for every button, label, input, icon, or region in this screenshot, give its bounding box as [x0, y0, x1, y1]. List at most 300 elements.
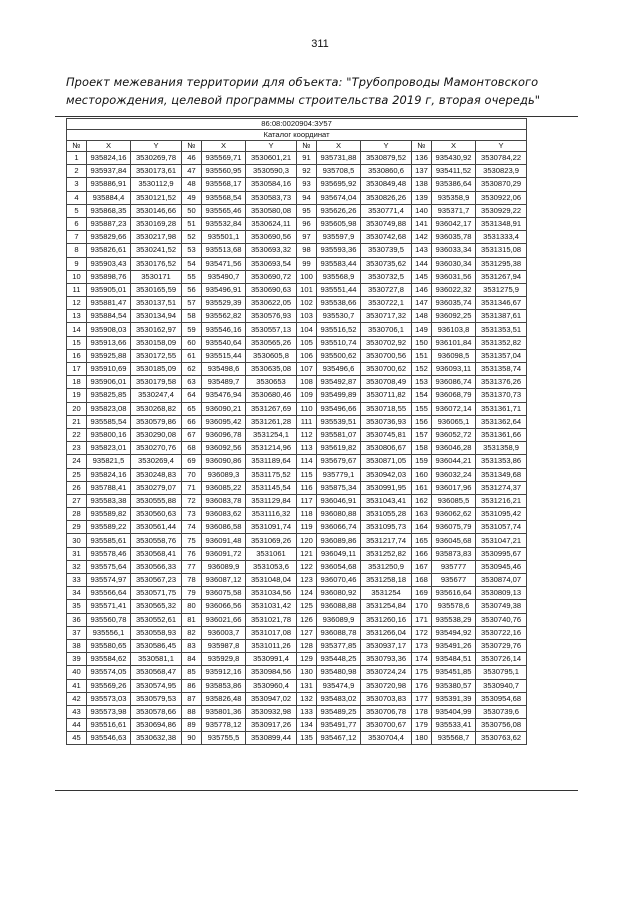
- x-coordinate-cell: 935565,46: [202, 204, 246, 217]
- point-number-cell: 62: [182, 363, 202, 376]
- table-row: [67, 152, 527, 165]
- point-number-cell: 104: [297, 323, 317, 336]
- x-coordinate-cell: 935823,01: [87, 442, 131, 455]
- y-coordinate-cell: 3530793,36: [361, 653, 412, 666]
- y-coordinate-cell: 3530241,52: [131, 244, 182, 257]
- x-coordinate-cell: 935471,56: [202, 257, 246, 270]
- point-number-cell: 84: [182, 653, 202, 666]
- x-coordinate-cell: 935516,61: [87, 719, 131, 732]
- x-coordinate-cell: 935898,76: [87, 270, 131, 283]
- x-coordinate-cell: 935498,6: [202, 363, 246, 376]
- y-coordinate-cell: 3530586,45: [131, 639, 182, 652]
- point-number-cell: 150: [412, 336, 432, 349]
- point-number-cell: 136: [412, 152, 432, 165]
- point-number-cell: 159: [412, 455, 432, 468]
- x-coordinate-cell: 935589,22: [87, 521, 131, 534]
- bottom-rule: [55, 790, 578, 791]
- point-number-cell: 98: [297, 244, 317, 257]
- y-coordinate-cell: 3530706,1: [361, 323, 412, 336]
- table-row: [67, 428, 527, 441]
- point-number-cell: 94: [297, 191, 317, 204]
- y-coordinate-cell: 3531095,73: [361, 521, 412, 534]
- x-coordinate-cell: 936083,78: [202, 494, 246, 507]
- point-number-cell: 81: [182, 613, 202, 626]
- y-coordinate-cell: 3530584,16: [246, 178, 297, 191]
- x-coordinate-cell: 936021,66: [202, 613, 246, 626]
- point-number-cell: 53: [182, 244, 202, 257]
- x-coordinate-cell: 935483,02: [317, 692, 361, 705]
- y-coordinate-cell: 3531315,08: [476, 244, 527, 257]
- table-row: [67, 547, 527, 560]
- x-coordinate-cell: 935585,54: [87, 415, 131, 428]
- point-number-cell: 38: [67, 639, 87, 652]
- table-row: [67, 626, 527, 639]
- x-coordinate-cell: 935533,41: [432, 719, 476, 732]
- point-number-cell: 113: [297, 442, 317, 455]
- y-coordinate-cell: 3530700,62: [361, 363, 412, 376]
- y-coordinate-cell: 3530809,13: [476, 587, 527, 600]
- point-number-cell: 161: [412, 481, 432, 494]
- x-coordinate-cell: 935873,83: [432, 547, 476, 560]
- table-row: [67, 560, 527, 573]
- y-coordinate-cell: 3531346,67: [476, 297, 527, 310]
- y-coordinate-cell: 3530269,4: [131, 455, 182, 468]
- point-number-cell: 61: [182, 349, 202, 362]
- point-number-cell: 101: [297, 283, 317, 296]
- x-coordinate-cell: 936088,88: [317, 600, 361, 613]
- y-coordinate-cell: 3530984,56: [246, 666, 297, 679]
- point-number-cell: 134: [297, 719, 317, 732]
- x-coordinate-cell: 935575,64: [87, 560, 131, 573]
- y-coordinate-cell: 3530736,93: [361, 415, 412, 428]
- x-coordinate-cell: 936070,46: [317, 574, 361, 587]
- point-number-cell: 20: [67, 402, 87, 415]
- y-coordinate-cell: 3531353,51: [476, 323, 527, 336]
- point-number-cell: 31: [67, 547, 87, 560]
- point-number-cell: 69: [182, 455, 202, 468]
- y-coordinate-cell: 3530690,56: [246, 231, 297, 244]
- y-coordinate-cell: 3530121,52: [131, 191, 182, 204]
- point-number-cell: 120: [297, 534, 317, 547]
- point-number-cell: 164: [412, 521, 432, 534]
- x-coordinate-cell: 935496,6: [317, 363, 361, 376]
- x-coordinate-cell: 935910,69: [87, 363, 131, 376]
- x-coordinate-cell: 935800,16: [87, 428, 131, 441]
- table-row: [67, 705, 527, 718]
- y-coordinate-cell: 3531017,08: [246, 626, 297, 639]
- point-number-cell: 112: [297, 428, 317, 441]
- table-row: [67, 349, 527, 362]
- y-coordinate-cell: 3530694,86: [131, 719, 182, 732]
- y-coordinate-cell: 3530268,82: [131, 402, 182, 415]
- x-coordinate-cell: 935679,67: [317, 455, 361, 468]
- y-coordinate-cell: 3530727,8: [361, 283, 412, 296]
- x-coordinate-cell: 935779,1: [317, 468, 361, 481]
- y-coordinate-cell: 3530960,4: [246, 679, 297, 692]
- x-coordinate-cell: 936072,14: [432, 402, 476, 415]
- y-coordinate-cell: 3530173,61: [131, 165, 182, 178]
- point-number-cell: 67: [182, 428, 202, 441]
- table-row: [67, 666, 527, 679]
- x-coordinate-cell: 935573,03: [87, 692, 131, 705]
- point-number-cell: 9: [67, 257, 87, 270]
- x-coordinate-cell: 935584,62: [87, 653, 131, 666]
- x-coordinate-cell: 935569,71: [202, 152, 246, 165]
- y-coordinate-cell: 3530740,76: [476, 613, 527, 626]
- point-number-cell: 166: [412, 547, 432, 560]
- y-coordinate-cell: 3530823,9: [476, 165, 527, 178]
- y-coordinate-cell: 3531145,54: [246, 481, 297, 494]
- table-row: [67, 494, 527, 507]
- y-coordinate-cell: 3530947,02: [246, 692, 297, 705]
- y-coordinate-cell: 3531031,42: [246, 600, 297, 613]
- y-coordinate-cell: 3530552,61: [131, 613, 182, 626]
- point-number-cell: 105: [297, 336, 317, 349]
- point-number-cell: 6: [67, 217, 87, 230]
- point-number-cell: 144: [412, 257, 432, 270]
- point-number-cell: 77: [182, 560, 202, 573]
- column-header: X: [202, 141, 246, 152]
- y-coordinate-cell: 3531387,61: [476, 310, 527, 323]
- y-coordinate-cell: 3530932,98: [246, 705, 297, 718]
- x-coordinate-cell: 936030,34: [432, 257, 476, 270]
- y-coordinate-cell: 3531021,78: [246, 613, 297, 626]
- y-coordinate-cell: 3531175,52: [246, 468, 297, 481]
- y-coordinate-cell: 3531091,74: [246, 521, 297, 534]
- x-coordinate-cell: 936046,91: [317, 494, 361, 507]
- x-coordinate-cell: 935886,91: [87, 178, 131, 191]
- y-coordinate-cell: 3531095,42: [476, 508, 527, 521]
- point-number-cell: 42: [67, 692, 87, 705]
- y-coordinate-cell: 3531376,26: [476, 376, 527, 389]
- table-row: [67, 323, 527, 336]
- x-coordinate-cell: 935788,41: [87, 481, 131, 494]
- x-coordinate-cell: 935731,88: [317, 152, 361, 165]
- table-row: [67, 639, 527, 652]
- point-number-cell: 3: [67, 178, 87, 191]
- table-row: [67, 231, 527, 244]
- table-row: [67, 204, 527, 217]
- y-coordinate-cell: 3531267,69: [246, 402, 297, 415]
- y-coordinate-cell: 3530590,3: [246, 165, 297, 178]
- point-number-cell: 176: [412, 679, 432, 692]
- y-coordinate-cell: 3531034,56: [246, 587, 297, 600]
- table-row: [67, 732, 527, 745]
- point-number-cell: 48: [182, 178, 202, 191]
- point-number-cell: 96: [297, 217, 317, 230]
- point-number-cell: 74: [182, 521, 202, 534]
- x-coordinate-cell: 935908,03: [87, 323, 131, 336]
- y-coordinate-cell: 3530565,26: [246, 336, 297, 349]
- x-coordinate-cell: 935484,51: [432, 653, 476, 666]
- table-row: [67, 270, 527, 283]
- x-coordinate-cell: 935560,78: [87, 613, 131, 626]
- point-number-cell: 149: [412, 323, 432, 336]
- point-number-cell: 15: [67, 336, 87, 349]
- x-coordinate-cell: 935540,64: [202, 336, 246, 349]
- y-coordinate-cell: 3530706,78: [361, 705, 412, 718]
- point-number-cell: 178: [412, 705, 432, 718]
- point-number-cell: 165: [412, 534, 432, 547]
- point-number-cell: 44: [67, 719, 87, 732]
- point-number-cell: 125: [297, 600, 317, 613]
- x-coordinate-cell: 935556,1: [87, 626, 131, 639]
- point-number-cell: 25: [67, 468, 87, 481]
- point-number-cell: 1: [67, 152, 87, 165]
- point-number-cell: 172: [412, 626, 432, 639]
- x-coordinate-cell: 935529,39: [202, 297, 246, 310]
- x-coordinate-cell: 935358,9: [432, 191, 476, 204]
- y-coordinate-cell: 3530711,82: [361, 389, 412, 402]
- column-header: №: [297, 141, 317, 152]
- table-row: [67, 376, 527, 389]
- x-coordinate-cell: 935605,98: [317, 217, 361, 230]
- y-coordinate-cell: 3530567,23: [131, 574, 182, 587]
- point-number-cell: 132: [297, 692, 317, 705]
- x-coordinate-cell: 935513,68: [202, 244, 246, 257]
- point-number-cell: 35: [67, 600, 87, 613]
- point-number-cell: 59: [182, 323, 202, 336]
- x-coordinate-cell: 935589,82: [87, 508, 131, 521]
- y-coordinate-cell: 3530580,08: [246, 204, 297, 217]
- y-coordinate-cell: 3531214,96: [246, 442, 297, 455]
- point-number-cell: 114: [297, 455, 317, 468]
- y-coordinate-cell: 3531358,74: [476, 363, 527, 376]
- y-coordinate-cell: 3530172,55: [131, 349, 182, 362]
- table-row: [67, 613, 527, 626]
- x-coordinate-cell: 935474,9: [317, 679, 361, 692]
- y-coordinate-cell: 3530708,49: [361, 376, 412, 389]
- y-coordinate-cell: 3530578,66: [131, 705, 182, 718]
- y-coordinate-cell: 3530756,08: [476, 719, 527, 732]
- y-coordinate-cell: 3531349,68: [476, 468, 527, 481]
- x-coordinate-cell: 935585,61: [87, 534, 131, 547]
- x-coordinate-cell: 935467,12: [317, 732, 361, 745]
- page-number: 311: [311, 38, 329, 50]
- table-row: [67, 363, 527, 376]
- y-coordinate-cell: 3530771,4: [361, 204, 412, 217]
- point-number-cell: 47: [182, 165, 202, 178]
- x-coordinate-cell: 936098,5: [432, 349, 476, 362]
- x-coordinate-cell: 935377,85: [317, 639, 361, 652]
- y-coordinate-cell: 3531055,28: [361, 508, 412, 521]
- point-number-cell: 135: [297, 732, 317, 745]
- x-coordinate-cell: 935824,16: [87, 468, 131, 481]
- point-number-cell: 170: [412, 600, 432, 613]
- y-coordinate-cell: 3530581,1: [131, 653, 182, 666]
- point-number-cell: 18: [67, 376, 87, 389]
- table-row: [67, 455, 527, 468]
- y-coordinate-cell: 3531129,84: [246, 494, 297, 507]
- x-coordinate-cell: 935430,92: [432, 152, 476, 165]
- point-number-cell: 13: [67, 310, 87, 323]
- coordinates-table: [66, 118, 527, 745]
- y-coordinate-cell: 3530745,81: [361, 428, 412, 441]
- title-line-1: Проект межевания территории для объекта: "Трубопроводы Мамонтовского: [66, 75, 539, 89]
- x-coordinate-cell: 935490,7: [202, 270, 246, 283]
- x-coordinate-cell: 935515,44: [202, 349, 246, 362]
- point-number-cell: 65: [182, 402, 202, 415]
- y-coordinate-cell: 3530739,6: [476, 705, 527, 718]
- x-coordinate-cell: 936066,56: [202, 600, 246, 613]
- column-header: X: [87, 141, 131, 152]
- x-coordinate-cell: 936090,86: [202, 455, 246, 468]
- y-coordinate-cell: 3530942,03: [361, 468, 412, 481]
- x-coordinate-cell: 935568,9: [317, 270, 361, 283]
- x-coordinate-cell: 935573,98: [87, 705, 131, 718]
- y-coordinate-cell: 3530742,68: [361, 231, 412, 244]
- y-coordinate-cell: 3530555,88: [131, 494, 182, 507]
- point-number-cell: 177: [412, 692, 432, 705]
- x-coordinate-cell: 935616,64: [432, 587, 476, 600]
- x-coordinate-cell: 935884,54: [87, 310, 131, 323]
- x-coordinate-cell: 935829,66: [87, 231, 131, 244]
- point-number-cell: 16: [67, 349, 87, 362]
- x-coordinate-cell: 936086,74: [432, 376, 476, 389]
- x-coordinate-cell: 935626,26: [317, 204, 361, 217]
- column-header-row: [67, 141, 527, 152]
- x-coordinate-cell: 936022,32: [432, 283, 476, 296]
- column-header: Y: [476, 141, 527, 152]
- y-coordinate-cell: 3531266,04: [361, 626, 412, 639]
- point-number-cell: 4: [67, 191, 87, 204]
- point-number-cell: 72: [182, 494, 202, 507]
- point-number-cell: 58: [182, 310, 202, 323]
- x-coordinate-cell: 935489,7: [202, 376, 246, 389]
- table-row: [67, 600, 527, 613]
- point-number-cell: 129: [297, 653, 317, 666]
- y-coordinate-cell: 3531250,9: [361, 560, 412, 573]
- y-coordinate-cell: 3531252,82: [361, 547, 412, 560]
- point-number-cell: 106: [297, 349, 317, 362]
- x-coordinate-cell: 935825,85: [87, 389, 131, 402]
- x-coordinate-cell: 935569,26: [87, 679, 131, 692]
- point-number-cell: 17: [67, 363, 87, 376]
- point-number-cell: 122: [297, 560, 317, 573]
- y-coordinate-cell: 3530165,59: [131, 283, 182, 296]
- y-coordinate-cell: 3531217,74: [361, 534, 412, 547]
- x-coordinate-cell: 936017,96: [432, 481, 476, 494]
- y-coordinate-cell: 3530176,52: [131, 257, 182, 270]
- x-coordinate-cell: 936080,88: [317, 508, 361, 521]
- y-coordinate-cell: 3530991,95: [361, 481, 412, 494]
- y-coordinate-cell: 3530290,08: [131, 428, 182, 441]
- point-number-cell: 110: [297, 402, 317, 415]
- x-coordinate-cell: 935593,36: [317, 244, 361, 257]
- point-number-cell: 93: [297, 178, 317, 191]
- x-coordinate-cell: 936032,24: [432, 468, 476, 481]
- point-number-cell: 86: [182, 679, 202, 692]
- x-coordinate-cell: 935937,84: [87, 165, 131, 178]
- y-coordinate-cell: 3530557,13: [246, 323, 297, 336]
- point-number-cell: 43: [67, 705, 87, 718]
- x-coordinate-cell: 935551,44: [317, 283, 361, 296]
- point-number-cell: 102: [297, 297, 317, 310]
- x-coordinate-cell: 936089,86: [317, 534, 361, 547]
- point-number-cell: 36: [67, 613, 87, 626]
- x-coordinate-cell: 935501,1: [202, 231, 246, 244]
- x-coordinate-cell: 935571,41: [87, 600, 131, 613]
- table-row: [67, 191, 527, 204]
- x-coordinate-cell: 935821,5: [87, 455, 131, 468]
- y-coordinate-cell: 3530945,46: [476, 560, 527, 573]
- point-number-cell: 99: [297, 257, 317, 270]
- x-coordinate-cell: 935912,16: [202, 666, 246, 679]
- point-number-cell: 33: [67, 574, 87, 587]
- y-coordinate-cell: 3531254: [361, 587, 412, 600]
- x-coordinate-cell: 936042,17: [432, 217, 476, 230]
- x-coordinate-cell: 935371,7: [432, 204, 476, 217]
- point-number-cell: 152: [412, 363, 432, 376]
- y-coordinate-cell: 3531370,73: [476, 389, 527, 402]
- x-coordinate-cell: 935494,92: [432, 626, 476, 639]
- point-number-cell: 162: [412, 494, 432, 507]
- x-coordinate-cell: 936083,62: [202, 508, 246, 521]
- x-coordinate-cell: 935801,36: [202, 705, 246, 718]
- y-coordinate-cell: 3530576,93: [246, 310, 297, 323]
- column-header: Y: [246, 141, 297, 152]
- y-coordinate-cell: 3531061: [246, 547, 297, 560]
- y-coordinate-cell: 3530680,46: [246, 389, 297, 402]
- y-coordinate-cell: 3530561,44: [131, 521, 182, 534]
- y-coordinate-cell: 3530870,29: [476, 178, 527, 191]
- point-number-cell: 85: [182, 666, 202, 679]
- y-coordinate-cell: 3531361,66: [476, 428, 527, 441]
- x-coordinate-cell: 935480,98: [317, 666, 361, 679]
- x-coordinate-cell: 935583,38: [87, 494, 131, 507]
- x-coordinate-cell: 935925,88: [87, 349, 131, 362]
- x-coordinate-cell: 936085,5: [432, 494, 476, 507]
- x-coordinate-cell: 935578,46: [87, 547, 131, 560]
- y-coordinate-cell: 3530722,16: [476, 626, 527, 639]
- point-number-cell: 57: [182, 297, 202, 310]
- y-coordinate-cell: 3530185,09: [131, 363, 182, 376]
- point-number-cell: 147: [412, 297, 432, 310]
- y-coordinate-cell: 3530566,33: [131, 560, 182, 573]
- y-coordinate-cell: 3531189,64: [246, 455, 297, 468]
- y-coordinate-cell: 3530724,24: [361, 666, 412, 679]
- point-number-cell: 27: [67, 494, 87, 507]
- column-header: X: [432, 141, 476, 152]
- table-row: [67, 257, 527, 270]
- point-number-cell: 87: [182, 692, 202, 705]
- column-header: №: [67, 141, 87, 152]
- table-row: [67, 468, 527, 481]
- point-number-cell: 19: [67, 389, 87, 402]
- point-number-cell: 130: [297, 666, 317, 679]
- x-coordinate-cell: 935583,44: [317, 257, 361, 270]
- x-coordinate-cell: 935581,07: [317, 428, 361, 441]
- y-coordinate-cell: 3530270,76: [131, 442, 182, 455]
- x-coordinate-cell: 935875,34: [317, 481, 361, 494]
- x-coordinate-cell: 935491,77: [317, 719, 361, 732]
- y-coordinate-cell: 3530879,52: [361, 152, 412, 165]
- point-number-cell: 39: [67, 653, 87, 666]
- x-coordinate-cell: 935868,35: [87, 204, 131, 217]
- point-number-cell: 116: [297, 481, 317, 494]
- x-coordinate-cell: 935823,08: [87, 402, 131, 415]
- point-number-cell: 111: [297, 415, 317, 428]
- point-number-cell: 22: [67, 428, 87, 441]
- y-coordinate-cell: 3530806,67: [361, 442, 412, 455]
- x-coordinate-cell: 935451,85: [432, 666, 476, 679]
- x-coordinate-cell: 935499,89: [317, 389, 361, 402]
- table-row: [67, 165, 527, 178]
- x-coordinate-cell: 935546,63: [87, 732, 131, 745]
- point-number-cell: 143: [412, 244, 432, 257]
- point-number-cell: 68: [182, 442, 202, 455]
- y-coordinate-cell: 3530653: [246, 376, 297, 389]
